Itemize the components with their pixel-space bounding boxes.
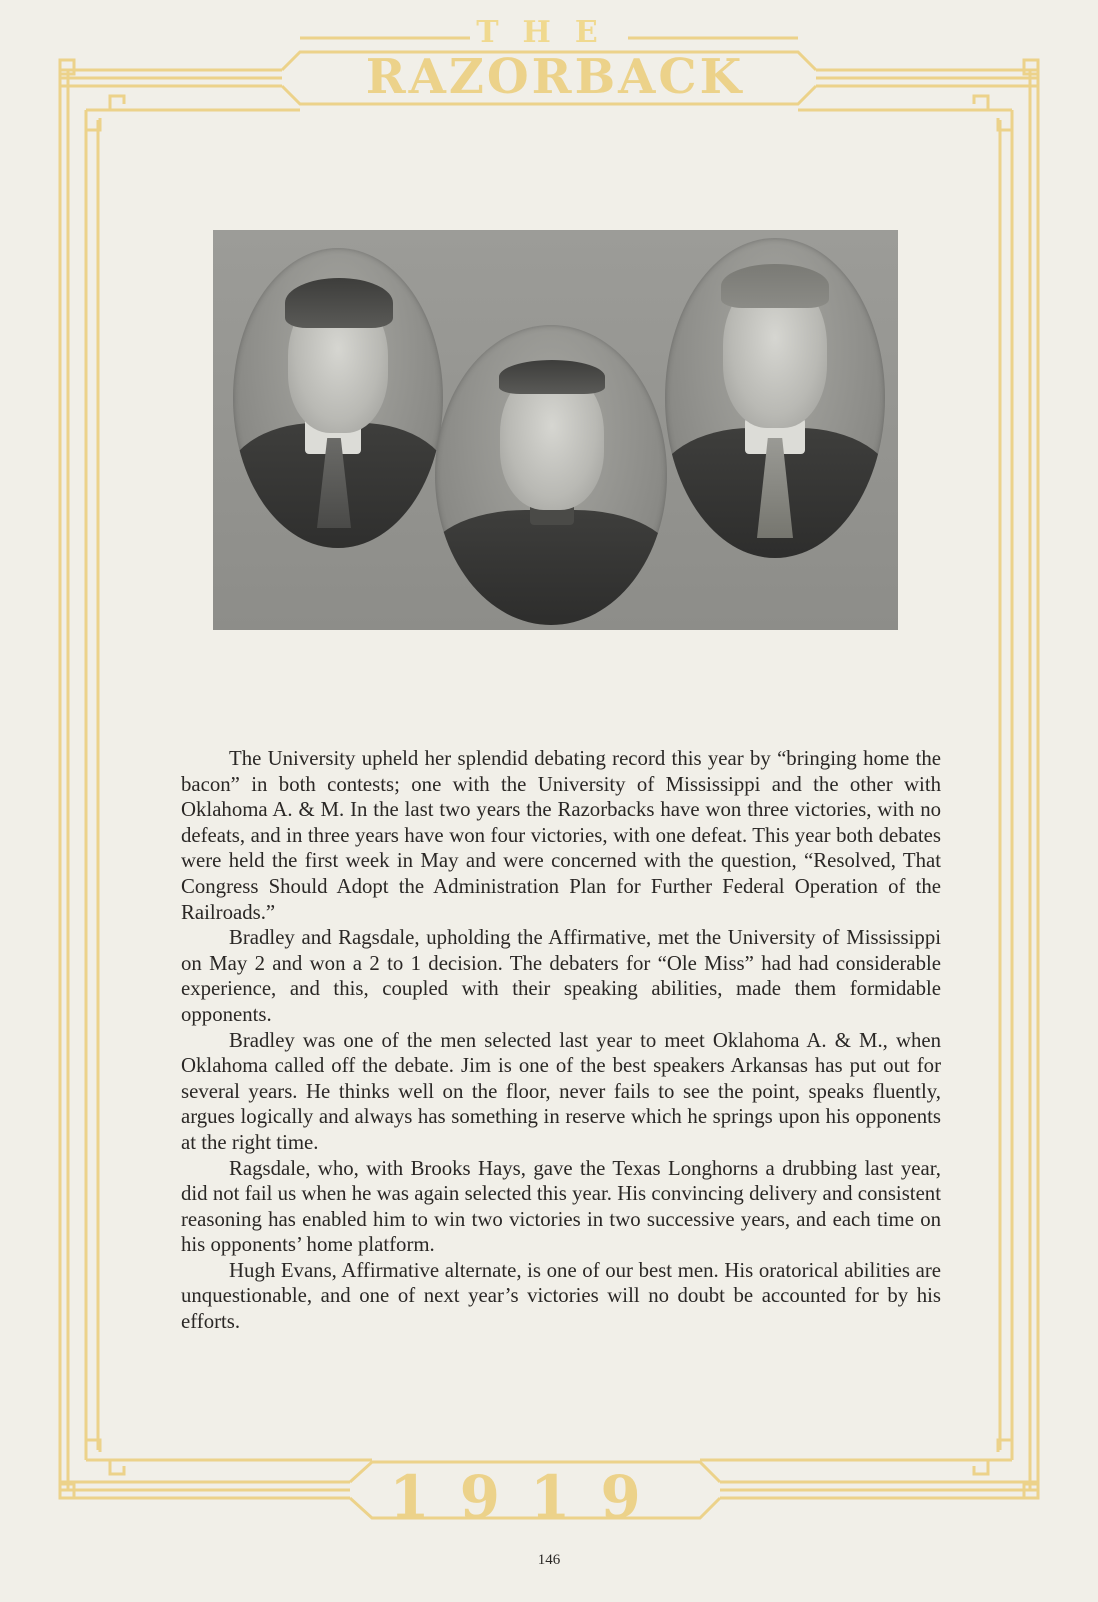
page-number: 146 [537, 1552, 561, 1568]
article-body [181, 746, 941, 1335]
portrait-center [435, 325, 667, 625]
article-paragraph: Hugh Evans, Affirmative alternate, is one of our best men. His oratorical abilities are unquestionable, and one of next year’s victories will no doubt be accounted for by his efforts. [181, 1258, 941, 1334]
article-paragraph: Ragsdale, who, with Brooks Hays, gave the Texas Longhorns a drubbing last year, did not fail us when he was again selected this year. His convincing delivery and consistent reasoning has enabled him to win two victories in two successive years, and each time on his opponents’ home platform. [181, 1156, 941, 1257]
article-paragraph: Bradley was one of the men selected last year to meet Oklahoma A. & M., when Oklahoma called off the debate. Jim is one of the best speakers Arkansas has put out for several years. He thinks well on the floor, never fails to see the point, speaks fluently, argues logically and always has something in reserve which he springs upon his opponents at the right time. [181, 1028, 941, 1154]
header-pre-title: THE [476, 15, 622, 50]
portrait-left [233, 248, 443, 548]
footer-year: 1919 [389, 1463, 671, 1531]
article-paragraph: Bradley and Ragsdale, upholding the Affirmative, met the University of Mississippi on May 2 and won a 2 to 1 decision. The debaters for “Ole Miss” had had considerable experience, and this, coupled with their speaking abilities, made them formidable opponents. [181, 926, 941, 1026]
debaters-photograph [213, 230, 898, 630]
yearbook-title: RAZORBACK [365, 49, 745, 105]
article-paragraph: The University upheld her splendid debating record this year by “bringing home the bacon” in both contests; one with the University of Mississippi and the other with Oklahoma A. & M. In the last two years the Razorbacks have won three victories, with no defeats, and in three years have won four victories, with one defeat. This year both debates were held the first week in May and were concerned with the question, “Resolved, That Congress Should Adopt the Administration Plan for Further Federal Operation of the Railroads.” [181, 747, 941, 924]
portrait-right [665, 238, 885, 558]
